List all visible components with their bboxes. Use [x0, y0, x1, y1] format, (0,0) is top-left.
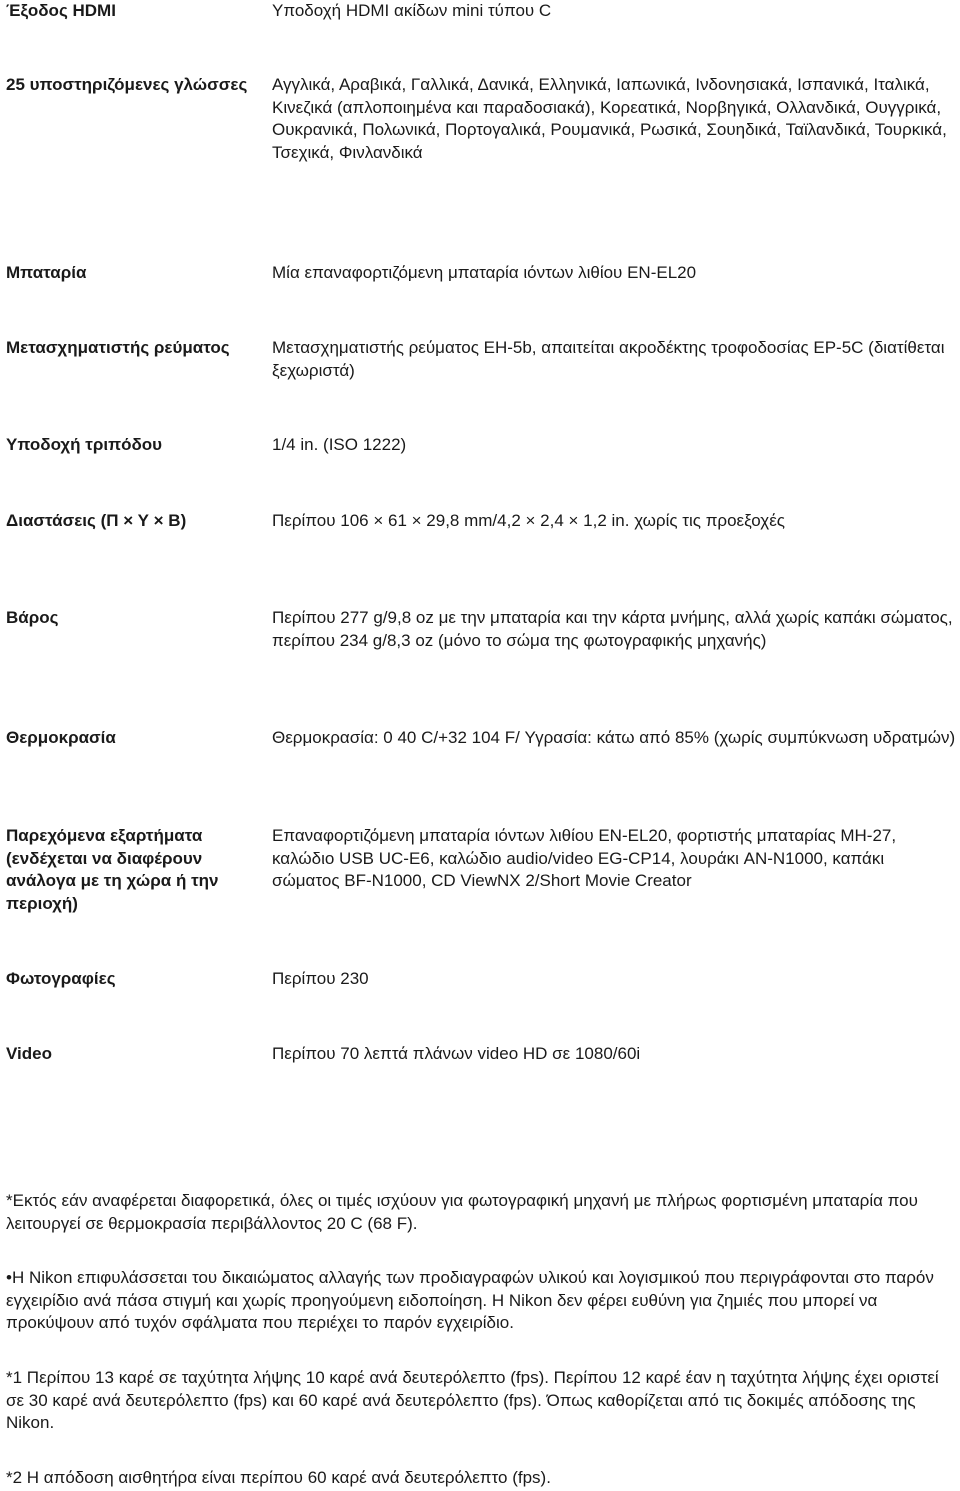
spec-value: Μετασχηματιστής ρεύματος EH-5b, απαιτείται ακροδέκτης τροφοδοσίας EP-5C (διατίθεται ξεχωριστά) — [272, 338, 945, 380]
spec-value: Θερμοκρασία: 0 40 C/+32 104 F/ Υγρασία: κάτω από 85% (χωρίς συμπύκνωση υδρατμών) — [272, 728, 956, 747]
spec-label: Μπαταρία — [6, 263, 87, 282]
spec-label: Διαστάσεις (Π × Υ × Β) — [6, 511, 187, 530]
spec-value: Επαναφορτιζόμενη μπαταρία ιόντων λιθίου EN-EL20, φορτιστής μπαταρίας MH-27, καλώδιο USB UC-E6, καλώδιο audio/video EG-CP14, λουράκι AN-N1000, καπάκι σώματος BF-N1000, CD ViewNX 2/Short Movie Creator — [272, 826, 897, 890]
note-footnote-1: *1 Περίπου 13 καρέ σε ταχύτητα λήψης 10 καρέ ανά δευτερόλεπτο (fps). Περίπου 12 καρέ έαν η ταχύτητα λήψης έχει οριστεί σε 30 καρέ ανά δευτερόλεπτο (fps) και 60 καρέ ανά δευτερόλεπτο (fps). Όπως καθορίζεται από τις δοκιμές απόδοσης της Nikon. — [6, 1368, 939, 1432]
note-general: *Εκτός εάν αναφέρεται διαφορετικά, όλες οι τιμές ισχύουν για φωτογραφική μηχανή με πλήρως φορτισμένη μπαταρία που λειτουργεί σε θερμοκρασία περιβάλλοντος 20 C (68 F). — [6, 1191, 918, 1233]
spec-value: Αγγλικά, Αραβικά, Γαλλικά, Δανικά, Ελληνικά, Ιαπωνικά, Ινδονησιακά, Ισπανικά, Ιταλικά, Κινεζικά (απλοποιημένα και παραδοσιακά), Κορεατικά, Νορβηγικά, Ολλανδικά, Ουγγρικά, Ουκρανικά, Πολωνικά, Πορτογαλικά, Ρουμανικά, Ρωσικά, Σουηδικά, Ταϊλανδικά, Τουρκικά, Τσεχικά, Φινλανδικά — [272, 75, 947, 162]
spec-label: Βάρος — [6, 608, 59, 627]
spec-label: Video — [6, 1044, 52, 1063]
note-disclaimer: •Η Nikon επιφυλάσσεται του δικαιώματος αλλαγής των προδιαγραφών υλικού και λογισμικού που περιγράφονται στο παρόν εγχειρίδιο ανά πάσα στιγμή και χωρίς προηγούμενη ειδοποίηση. Η Nikon δεν φέρει ευθύνη για ζημιές που μπορεί να προκύψουν από τυχόν σφάλματα που περιέχει το παρόν εγχειρίδιο. — [6, 1268, 934, 1332]
spec-label: Έξοδος HDMI — [6, 1, 116, 20]
spec-label: 25 υποστηριζόμενες γλώσσες — [6, 75, 248, 94]
spec-value: Περίπου 106 × 61 × 29,8 mm/4,2 × 2,4 × 1,2 in. χωρίς τις προεξοχές — [272, 511, 785, 530]
spec-value: Μία επαναφορτιζόμενη μπαταρία ιόντων λιθίου EN-EL20 — [272, 263, 697, 282]
note-footnote-2: *2 Η απόδοση αισθητήρα είναι περίπου 60 καρέ ανά δευτερόλεπτο (fps). — [6, 1468, 551, 1487]
spec-label: Υποδοχή τριπόδου — [6, 435, 163, 454]
spec-value: 1/4 in. (ISO 1222) — [272, 435, 407, 454]
spec-label: Παρεχόμενα εξαρτήματα (ενδέχεται να διαφέρουν ανάλογα με τη χώρα ή την περιοχή) — [6, 826, 219, 913]
spec-value: Υποδοχή HDMI ακίδων mini τύπου C — [272, 1, 552, 20]
spec-label: Μετασχηματιστής ρεύματος — [6, 338, 230, 357]
spec-value: Περίπου 277 g/9,8 oz με την μπαταρία και την κάρτα μνήμης, αλλά χωρίς καπάκι σώματος, περίπου 234 g/8,3 oz (μόνο το σώμα της φωτογραφικής μηχανής) — [272, 608, 953, 650]
spec-label: Φωτογραφίες — [6, 969, 116, 988]
spec-value: Περίπου 70 λεπτά πλάνων video HD σε 1080/60i — [272, 1044, 641, 1063]
spec-label: Θερμοκρασία — [6, 728, 116, 747]
spec-value: Περίπου 230 — [272, 969, 369, 988]
